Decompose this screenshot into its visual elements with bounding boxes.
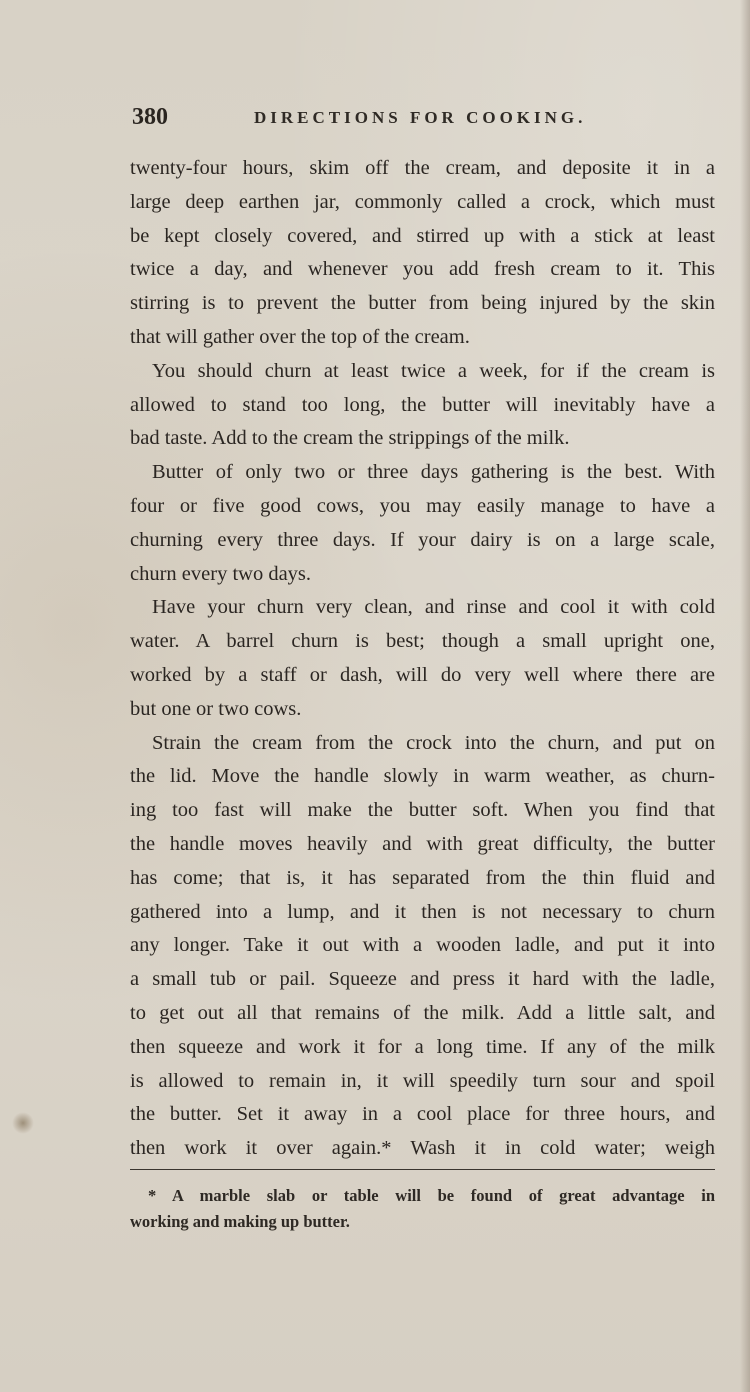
text-line: Strain the cream from the crock into the churn, and put on xyxy=(152,731,715,754)
text-line: gathered into a lump, and it then is not necessary to churn xyxy=(130,900,715,923)
text-line: then work it over again.* Wash it in cold water; weigh xyxy=(130,1137,715,1160)
text-line: twenty-four hours, skim off the cream, and deposite it in a xyxy=(130,157,715,179)
text-line: the butter. Set it away in a cool place for three hours, and xyxy=(130,1103,715,1126)
paper-stain xyxy=(12,1112,34,1134)
text-line: has come; that is, it has separated from the thin fluid and xyxy=(130,866,715,889)
footnote xyxy=(130,1183,715,1235)
footnote-line: * A marble slab or table will be found of great advantage in xyxy=(148,1186,715,1205)
page-header xyxy=(132,104,712,134)
text-line: that will gather over the top of the cream. xyxy=(130,325,470,348)
text-line: churn every two days. xyxy=(130,562,312,585)
text-line: worked by a staff or dash, will do very well where there are xyxy=(130,663,715,686)
text-line: churning every three days. If your dairy is on a large scale, xyxy=(130,528,715,551)
text-line: Have your churn very clean, and rinse and cool it with cold xyxy=(152,596,715,619)
running-head: DIRECTIONS FOR COOKING. xyxy=(254,108,587,127)
text-line: You should churn at least twice a week, for if the cream is xyxy=(152,359,715,382)
text-line: but one or two cows. xyxy=(130,697,302,720)
text-line: is allowed to remain in, it will speedily turn sour and spoil xyxy=(130,1069,715,1092)
text-line: bad taste. Add to the cream the strippings of the milk. xyxy=(130,427,570,450)
text-line: water. A barrel churn is best; though a small upright one, xyxy=(130,630,715,653)
footnote-rule xyxy=(130,1169,715,1170)
text-line: the lid. Move the handle slowly in warm weather, as churn- xyxy=(130,765,715,788)
footnote-line: working and making up butter. xyxy=(130,1212,350,1231)
text-line: the handle moves heavily and with great difficulty, the butter xyxy=(130,832,715,855)
text-line: twice a day, and whenever you add fresh cream to it. This xyxy=(130,258,715,281)
body-text xyxy=(130,152,715,1166)
text-line: a small tub or pail. Squeeze and press it hard with the ladle, xyxy=(130,968,715,991)
text-line: stirring is to prevent the butter from being injured by the skin xyxy=(130,292,715,315)
page-edge-shadow xyxy=(740,0,750,1392)
text-line: large deep earthen jar, commonly called a crock, which must xyxy=(130,190,715,213)
text-line: ing too fast will make the butter soft. When you find that xyxy=(130,799,715,822)
page-number: 380 xyxy=(132,104,168,130)
text-line: any longer. Take it out with a wooden ladle, and put it into xyxy=(130,934,715,957)
text-line: allowed to stand too long, the butter will inevitably have a xyxy=(130,393,715,416)
text-line: then squeeze and work it for a long time. If any of the milk xyxy=(130,1035,715,1058)
text-line: Butter of only two or three days gathering is the best. With xyxy=(152,461,715,484)
text-line: four or five good cows, you may easily manage to have a xyxy=(130,494,715,517)
text-line: be kept closely covered, and stirred up with a stick at least xyxy=(130,224,715,247)
text-line: to get out all that remains of the milk. Add a little salt, and xyxy=(130,1001,715,1024)
